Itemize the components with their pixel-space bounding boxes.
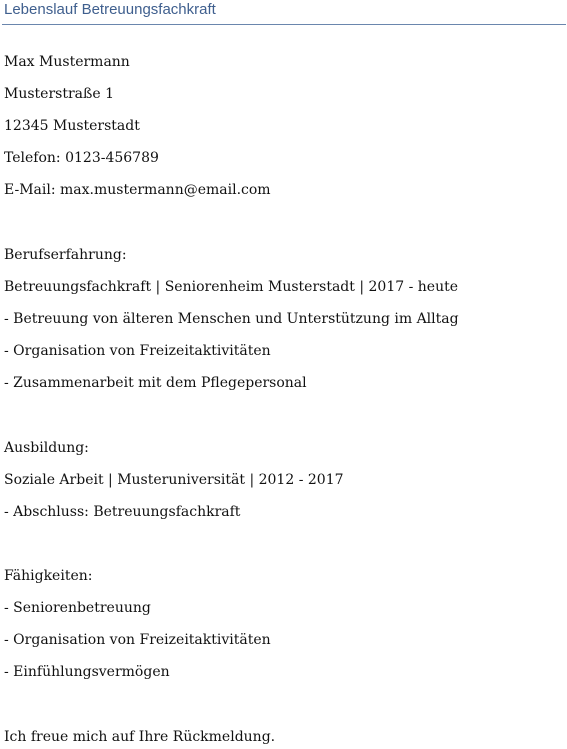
document-title: Lebenslauf Betreuungsfachkraft	[4, 1, 216, 18]
contact-city: 12345 Musterstadt	[4, 118, 140, 134]
skills-item: - Einfühlungsvermögen	[4, 664, 170, 680]
title-divider	[2, 24, 566, 25]
contact-name: Max Mustermann	[4, 54, 130, 70]
experience-item: - Organisation von Freizeitaktivitäten	[4, 343, 271, 359]
skills-heading: Fähigkeiten:	[4, 568, 93, 584]
closing-text: Ich freue mich auf Ihre Rückmeldung.	[4, 729, 276, 745]
education-item: - Abschluss: Betreuungsfachkraft	[4, 504, 241, 520]
contact-phone: Telefon: 0123-456789	[4, 150, 159, 166]
contact-street: Musterstraße 1	[4, 86, 114, 102]
skills-item: - Seniorenbetreuung	[4, 600, 151, 616]
education-entry: Soziale Arbeit | Musteruniversität | 2012 - 2017	[4, 472, 344, 488]
experience-position: Betreuungsfachkraft | Seniorenheim Musterstadt | 2017 - heute	[4, 279, 458, 295]
experience-heading: Berufserfahrung:	[4, 247, 127, 263]
experience-item: - Betreuung von älteren Menschen und Unterstützung im Alltag	[4, 311, 459, 327]
education-heading: Ausbildung:	[4, 440, 89, 456]
contact-email: E-Mail: max.mustermann@email.com	[4, 182, 271, 198]
skills-item: - Organisation von Freizeitaktivitäten	[4, 632, 271, 648]
experience-item: - Zusammenarbeit mit dem Pflegepersonal	[4, 375, 307, 391]
